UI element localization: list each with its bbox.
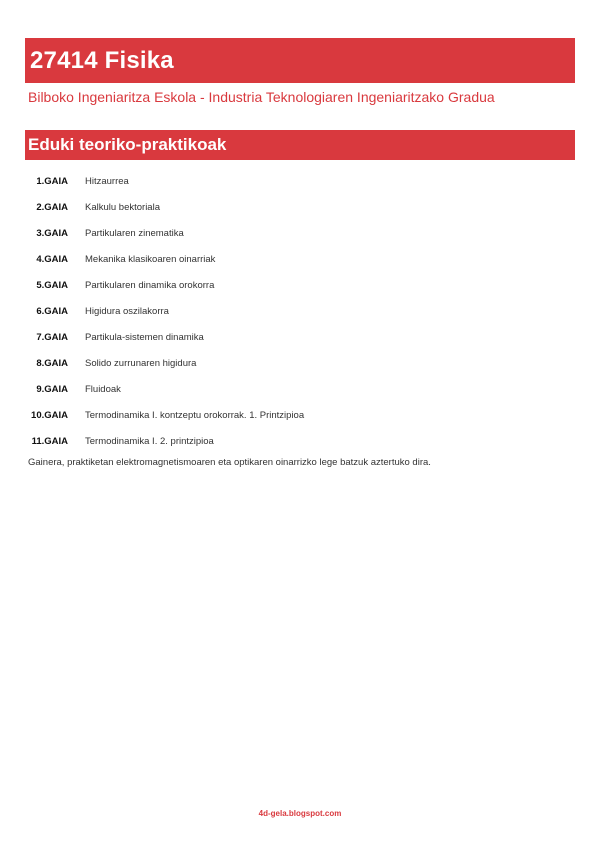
topic-row: [25, 324, 575, 350]
topic-number: 1.GAIA: [36, 175, 68, 187]
topic-row: [25, 272, 575, 298]
topic-row: [25, 220, 575, 246]
topic-title: Partikularen zinematika: [85, 227, 184, 239]
topic-title: Solido zurrunaren higidura: [85, 357, 197, 369]
course-title-bar: [25, 38, 575, 83]
topic-title: Kalkulu bektoriala: [85, 201, 160, 213]
topic-row: [25, 402, 575, 428]
topic-title: Partikularen dinamika orokorra: [85, 279, 215, 291]
course-subtitle: Bilboko Ingeniaritza Eskola - Industria Teknologiaren Ingeniaritzako Gradua: [28, 89, 495, 105]
topic-row: [25, 298, 575, 324]
topic-row: [25, 428, 575, 454]
topic-number: 11.GAIA: [31, 435, 68, 447]
topic-row: [25, 246, 575, 272]
topic-row: [25, 350, 575, 376]
topic-title: Higidura oszilakorra: [85, 305, 169, 317]
topic-number: 3.GAIA: [36, 227, 68, 239]
topic-number: 8.GAIA: [36, 357, 68, 369]
topic-title: Hitzaurrea: [85, 175, 129, 187]
topic-title: Fluidoak: [85, 383, 121, 395]
topic-row: [25, 376, 575, 402]
topic-title: Mekanika klasikoaren oinarriak: [85, 253, 216, 265]
topic-number: 10.GAIA: [31, 409, 68, 421]
topic-number: 4.GAIA: [36, 253, 68, 265]
topic-title: Termodinamika I. kontzeptu orokorrak. 1. Printzipioa: [85, 409, 305, 421]
topic-title: Termodinamika I. 2. printzipioa: [85, 435, 214, 447]
topic-list: [25, 168, 575, 454]
practicals-note: Gainera, praktiketan elektromagnetismoaren eta optikaren oinarrizko lege batzuk aztertuko dira.: [28, 457, 431, 468]
topic-row: [25, 168, 575, 194]
footer-link[interactable]: 4d-gela.blogspot.com: [258, 809, 342, 818]
topic-number: 5.GAIA: [36, 279, 68, 291]
section-heading: Eduki teoriko-praktikoak: [28, 135, 227, 154]
course-title: 27414 Fisika: [30, 46, 174, 74]
topic-row: [25, 194, 575, 220]
topic-title: Partikula-sistemen dinamika: [85, 331, 204, 343]
topic-number: 6.GAIA: [36, 305, 68, 317]
topic-number: 9.GAIA: [36, 383, 68, 395]
topic-number: 7.GAIA: [36, 331, 68, 343]
topic-number: 2.GAIA: [36, 201, 68, 213]
section-heading-bar: [25, 130, 575, 160]
